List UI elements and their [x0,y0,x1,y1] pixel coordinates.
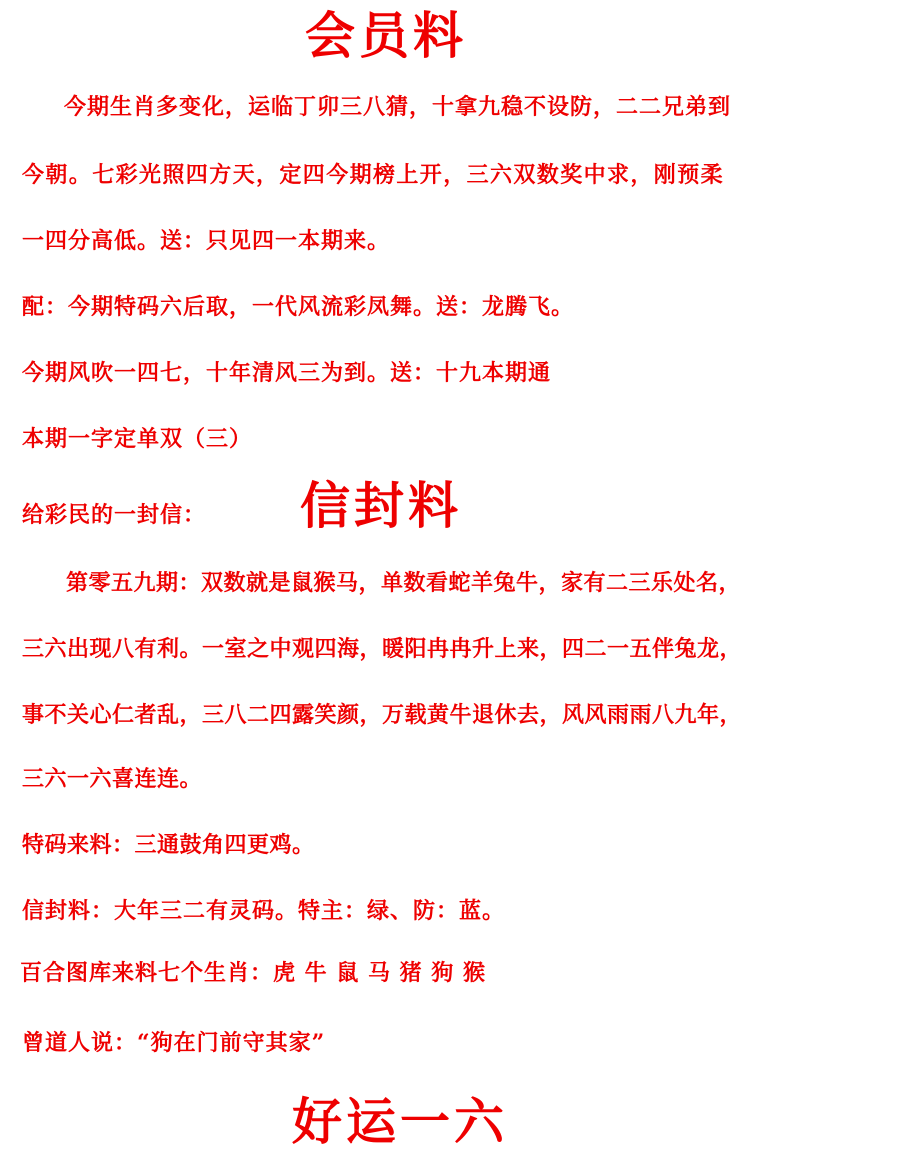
member-material-title: 会员料 [305,6,467,65]
envelope-line: 信封料：大年三二有灵码。特主：绿、防：蓝。 [22,898,506,924]
text-line: 今朝。七彩光照四方天，定四今期榜上开，三六双数奖中求，刚预柔 [22,162,725,188]
zodiac-line: 百合图库来料七个生肖：虎 牛 鼠 马 猪 狗 猴 [20,960,486,986]
text-line: 事不关心仁者乱，三八二四露笑颜，万载黄牛退休去，风风雨雨八九年， [22,702,743,728]
special-code-line: 特码来料：三通鼓角四更鸡。 [22,832,315,858]
envelope-material-title: 信封料 [300,476,462,535]
text-line: 配：今期特码六后取，一代风流彩凤舞。送：龙腾飞。 [22,294,575,320]
text-line: 今期生肖多变化，运临丁卯三八猜，十拿九稳不设防，二二兄弟到 [64,94,732,120]
quote-line: 曾道人说：“狗在门前守其家” [22,1030,326,1056]
letter-label: 给彩民的一封信： [22,502,207,528]
text-line: 第零五九期：双数就是鼠猴马，单数看蛇羊兔牛，家有二三乐处名， [66,570,742,596]
text-line: 一四分高低。送：只见四一本期来。 [22,228,391,254]
text-line: 今期风吹一四七，十年清风三为到。送：十九本期通 [22,360,552,386]
text-line: 本期一字定单双（三） [22,426,253,452]
text-line: 三六出现八有利。一室之中观四海，暖阳冉冉升上来，四二一五伴兔龙， [22,636,743,662]
text-line: 三六一六喜连连。 [22,766,203,792]
good-luck-title: 好运一六 [292,1092,508,1151]
